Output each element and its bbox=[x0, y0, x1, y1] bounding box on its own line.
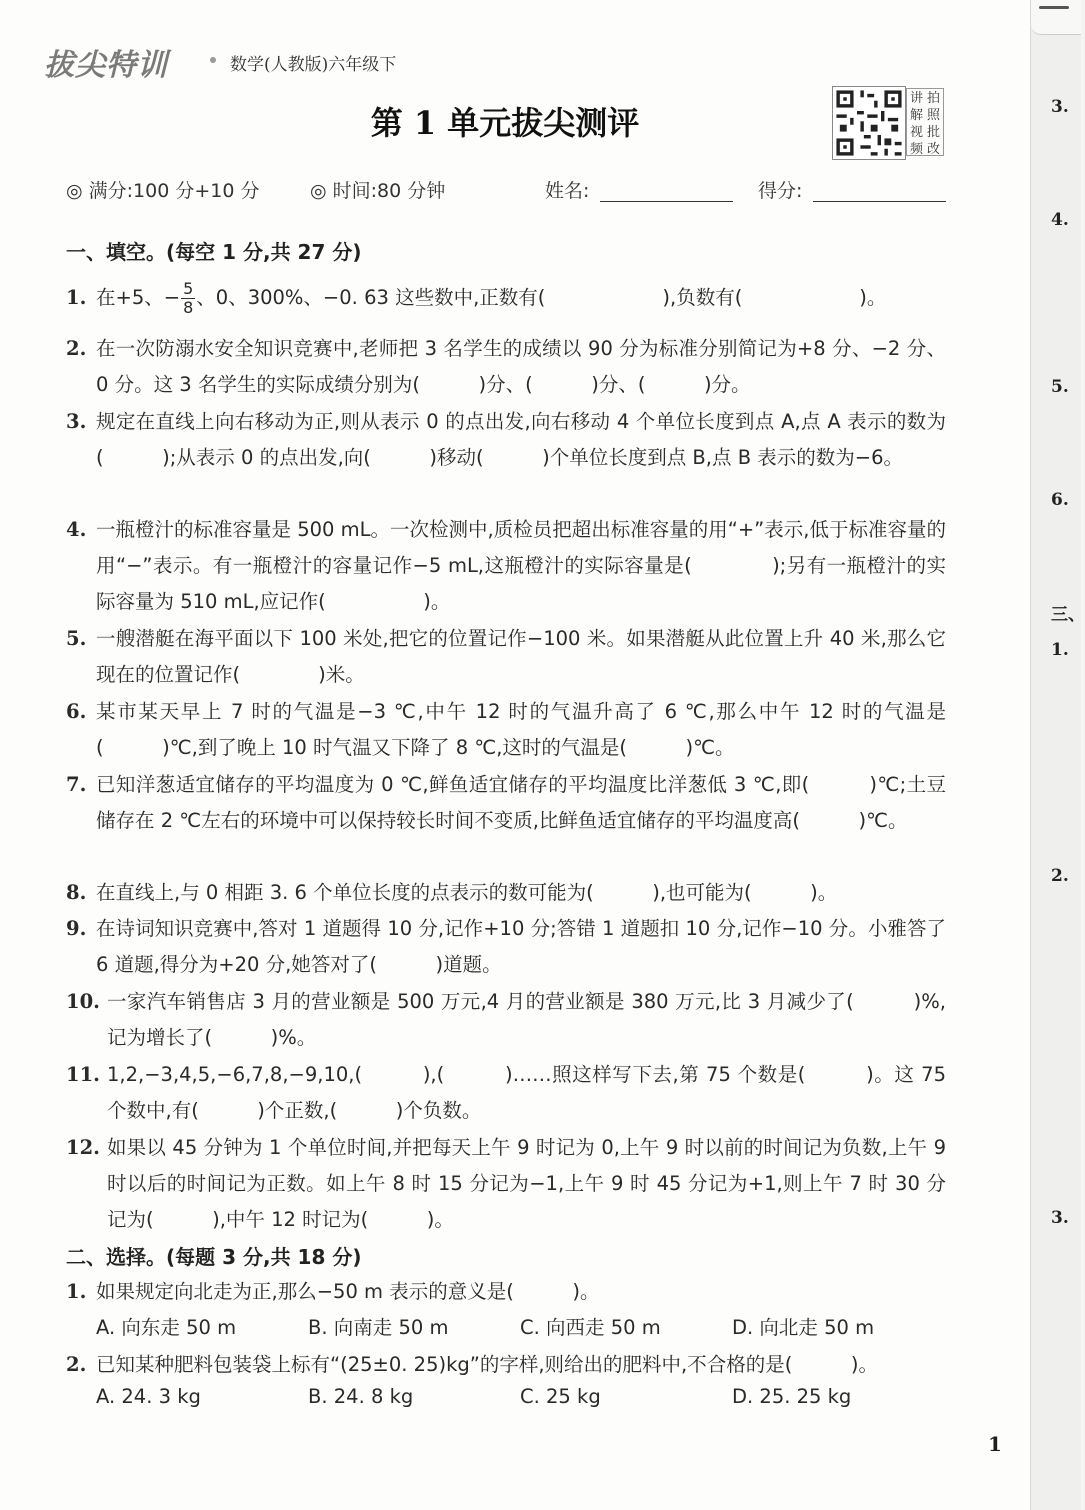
question-1-9: 9. 在诗词知识竞赛中,答对 1 道题得 10 分,记作+10 分;答错 1 道题扣 10 分,记作−10 分。小雅答了 6 道题,得分为+20 分,她答对了( )道题。 bbox=[66, 917, 946, 976]
adjacent-question-number: 3. bbox=[1051, 1208, 1069, 1228]
time-info: ◎ 时间:80 分钟 bbox=[310, 180, 446, 202]
brand-logo: 拔尖特训 bbox=[44, 48, 168, 83]
question-1-8: 8. 在直线上,与 0 相距 3. 6 个单位长度的点表示的数可能为( ),也可能为( )。 bbox=[66, 881, 838, 904]
qr-code-icon[interactable] bbox=[832, 86, 906, 160]
question-2-1: 1. 如果规定向北走为正,那么−50 m 表示的意义是( )。 bbox=[66, 1280, 600, 1303]
option-b[interactable]: B. 24. 8 kg bbox=[308, 1385, 414, 1408]
adjacent-question-number: 4. bbox=[1051, 210, 1069, 230]
question-2-2: 2. 已知某种肥料包装袋上标有“(25±0. 25)kg”的字样,则给出的肥料中,不合格的是( )。 bbox=[66, 1353, 878, 1376]
option-c[interactable]: C. 25 kg bbox=[520, 1385, 601, 1408]
tab-handle-icon bbox=[1039, 6, 1069, 9]
option-d[interactable]: D. 向北走 50 m bbox=[732, 1316, 875, 1339]
name-blank[interactable] bbox=[600, 201, 733, 202]
adjacent-question-number: 5. bbox=[1051, 377, 1069, 397]
adjacent-question-number: 3. bbox=[1051, 97, 1069, 117]
question-1-3: 3. 规定在直线上向右移动为正,则从表示 0 的点出发,向右移动 4 个单位长度到点 A,点 A 表示的数为( );从表示 0 的点出发,向( )移动( )个单位长度到点 B,点 B 表示的数为−6。 bbox=[66, 410, 946, 469]
question-1-11: 11. 1,2,−3,4,5,−6,7,8,−9,10,( ),( )……照这样写下去,第 75 个数是( )。这 75 个数中,有( )个正数,( )个负数。 bbox=[66, 1063, 946, 1122]
score-label: 得分: bbox=[758, 180, 803, 202]
adjacent-question-number: 1. bbox=[1051, 640, 1069, 660]
book-subtitle: 数学(人教版)六年级下 bbox=[230, 55, 397, 75]
brand-separator-dot bbox=[210, 57, 216, 63]
qr-caption: 讲 拍解 照视 批频 改 bbox=[906, 88, 944, 156]
adjacent-question-number: 2. bbox=[1051, 866, 1069, 886]
page-tab bbox=[1031, 0, 1081, 35]
adjacent-page-edge bbox=[1030, 0, 1085, 1510]
adjacent-section-number: 三、 bbox=[1051, 605, 1085, 625]
option-c[interactable]: C. 向西走 50 m bbox=[520, 1316, 661, 1339]
adjacent-question-number: 6. bbox=[1051, 490, 1069, 510]
option-d[interactable]: D. 25. 25 kg bbox=[732, 1385, 852, 1408]
option-a[interactable]: A. 24. 3 kg bbox=[96, 1385, 201, 1408]
option-a[interactable]: A. 向东走 50 m bbox=[96, 1316, 237, 1339]
section-title-choice: 二、选择。(每题 3 分,共 18 分) bbox=[66, 1245, 362, 1269]
question-1-2: 2. 在一次防溺水安全知识竞赛中,老师把 3 名学生的成绩以 90 分为标准分别简记为+8 分、−2 分、0 分。这 3 名学生的实际成绩分别为( )分、( )分、( )分。 bbox=[66, 337, 946, 396]
question-1-1: 1. 在+5、− $\frac{5}{8}$ 、0、300%、−0. 63 这些数中,正数有( ),负数有( )。 bbox=[66, 279, 887, 317]
full-score-info: ◎ 满分:100 分+10 分 bbox=[66, 180, 260, 202]
page-number: 1 bbox=[988, 1432, 1002, 1456]
question-1-12: 12. 如果以 45 分钟为 1 个单位时间,并把每天上午 9 时记为 0,上午 9 时以前的时间记为负数,上午 9 时以后的时间记为正数。如上午 8 时 15 分记为−1,上午 9 时 45 分记为+1,则上午 7 时 30 分记为( ),中午 12 时记为( )。 bbox=[66, 1136, 946, 1231]
page-title: 第 1 单元拔尖测评 bbox=[370, 104, 640, 142]
name-label: 姓名: bbox=[545, 180, 590, 202]
option-b[interactable]: B. 向南走 50 m bbox=[308, 1316, 449, 1339]
question-1-4: 4. 一瓶橙汁的标准容量是 500 mL。一次检测中,质检员把超出标准容量的用“+”表示,低于标准容量的用“−”表示。有一瓶橙汁的容量记作−5 mL,这瓶橙汁的实际容量是( );另有一瓶橙汁的实际容量为 510 mL,应记作( )。 bbox=[66, 518, 946, 613]
fraction: $\frac{5}{8}$ bbox=[183, 279, 194, 317]
question-1-10: 10. 一家汽车销售店 3 月的营业额是 500 万元,4 月的营业额是 380 万元,比 3 月减少了( )%,记为增长了( )%。 bbox=[66, 990, 946, 1049]
section-title-fill-in: 一、填空。(每空 1 分,共 27 分) bbox=[66, 240, 362, 264]
question-1-5: 5. 一艘潜艇在海平面以下 100 米处,把它的位置记作−100 米。如果潜艇从此位置上升 40 米,那么它现在的位置记作( )米。 bbox=[66, 627, 946, 686]
question-1-6: 6. 某市某天早上 7 时的气温是−3 ℃,中午 12 时的气温升高了 6 ℃,那么中午 12 时的气温是( )℃,到了晚上 10 时气温又下降了 8 ℃,这时的气温是( )℃。 bbox=[66, 700, 946, 759]
question-1-7: 7. 已知洋葱适宜储存的平均温度为 0 ℃,鲜鱼适宜储存的平均温度比洋葱低 3 ℃,即( )℃;土豆储存在 2 ℃左右的环境中可以保持较长时间不变质,比鲜鱼适宜储存的平均温度高( )℃。 bbox=[66, 773, 946, 832]
score-blank[interactable] bbox=[813, 201, 946, 202]
